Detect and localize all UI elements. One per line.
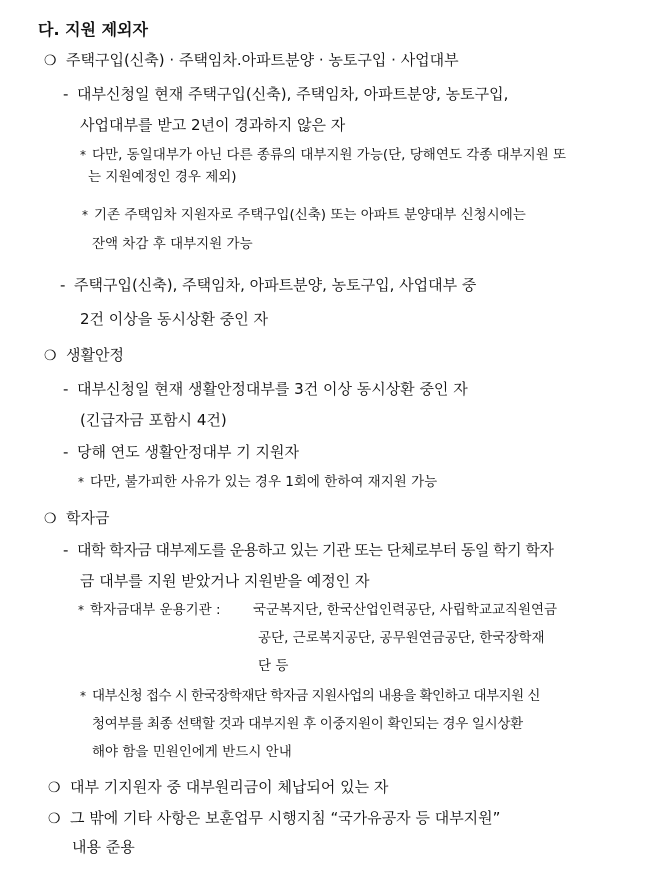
asterisk-marker: * [80, 689, 86, 703]
student-item1-row [63, 541, 553, 559]
housing-note2-row [82, 207, 526, 223]
student-note1-line1: 국군복지단, 한국산업인력공단, 사립학교교직원연금 [253, 602, 558, 618]
student-note1-label: 학자금대부 운용기관 : [90, 602, 221, 618]
housing-note1-line2: 는 지원예정인 경우 제외) [88, 169, 237, 185]
housing-heading: 주택구입(신축) · 주택임차.아파트분양 · 농토구입 · 사업대부 [66, 51, 459, 69]
housing-item2-line1: 주택구입(신축), 주택임차, 아파트분양, 농토구입, 사업대부 중 [74, 276, 477, 294]
asterisk-marker: * [82, 208, 88, 222]
dash-marker: - [63, 380, 69, 398]
housing-note1-line1: 다만, 동일대부가 아닌 다른 종류의 대부지원 가능(단, 당해연도 각종 대부지원 또 [92, 147, 567, 163]
living-note1-row [78, 474, 437, 490]
housing-note1-row [80, 147, 566, 163]
housing-note2-line2: 잔액 차감 후 대부지원 가능 [92, 236, 253, 252]
living-item2: 당해 연도 생활안정대부 기 지원자 [77, 443, 299, 461]
student-heading: 학자금 [66, 509, 110, 527]
student-note1-line3: 단 등 [258, 658, 289, 674]
section-title: 다. 지원 제외자 [38, 20, 148, 39]
asterisk-marker: * [78, 603, 84, 617]
dash-marker: - [63, 443, 69, 461]
living-item1-line2: (긴급자금 포함시 4건) [80, 411, 227, 429]
student-note2-line2: 청여부를 최종 선택할 것과 대부지원 후 이중지원이 확인되는 경우 일시상환 [92, 716, 523, 732]
student-note2-row [80, 688, 540, 704]
dash-marker: - [63, 85, 69, 103]
housing-item1-line2: 사업대부를 받고 2년이 경과하지 않은 자 [80, 116, 346, 134]
student-heading-row [44, 509, 109, 528]
arrears-row [48, 778, 388, 797]
housing-item1-line1: 대부신청일 현재 주택구입(신축), 주택임차, 아파트분양, 농토구입, [77, 85, 509, 103]
etc-line2: 내용 준용 [72, 838, 135, 856]
circle-bullet-icon: ❍ [48, 780, 61, 796]
asterisk-marker: * [78, 475, 84, 489]
student-item1-line2: 금 대부를 지원 받았거나 지원받을 예정인 자 [80, 572, 370, 590]
student-note1-row [78, 602, 221, 618]
circle-bullet-icon: ❍ [44, 348, 57, 364]
living-heading-row [44, 346, 124, 365]
student-note2-line1: 대부신청 접수 시 한국장학재단 학자금 지원사업의 내용을 확인하고 대부지원 신 [92, 688, 540, 704]
circle-bullet-icon: ❍ [48, 811, 61, 827]
etc-row [48, 809, 500, 828]
student-note1-line2: 공단, 근로복지공단, 공무원연금공단, 한국장학재 [258, 630, 545, 646]
circle-bullet-icon: ❍ [44, 53, 57, 69]
housing-item2-row [60, 276, 476, 294]
dash-marker: - [60, 276, 66, 294]
arrears-heading: 대부 기지원자 중 대부원리금이 체납되어 있는 자 [70, 778, 389, 796]
living-note1: 다만, 불가피한 사유가 있는 경우 1회에 한하여 재지원 가능 [90, 474, 438, 490]
housing-item2-line2: 2건 이상을 동시상환 중인 자 [80, 310, 269, 328]
asterisk-marker: * [80, 148, 86, 162]
living-item1-line1: 대부신청일 현재 생활안정대부를 3건 이상 동시상환 중인 자 [77, 380, 468, 398]
dash-marker: - [63, 541, 68, 559]
housing-item1-row [63, 85, 508, 103]
circle-bullet-icon: ❍ [44, 511, 57, 527]
housing-heading-row [44, 51, 459, 70]
student-item1-line1: 대학 학자금 대부제도를 운용하고 있는 기관 또는 단체로부터 동일 학기 학자 [77, 541, 554, 559]
etc-line1: 그 밖에 기타 사항은 보훈업무 시행지침 “국가유공자 등 대부지원” [70, 809, 501, 827]
living-heading: 생활안정 [66, 346, 124, 364]
student-note2-line3: 해야 함을 민원인에게 반드시 안내 [92, 744, 292, 760]
living-item1-row [63, 380, 468, 398]
living-item2-row [63, 443, 299, 461]
housing-note2-line1: 기존 주택임차 지원자로 주택구입(신축) 또는 아파트 분양대부 신청시에는 [94, 207, 526, 223]
